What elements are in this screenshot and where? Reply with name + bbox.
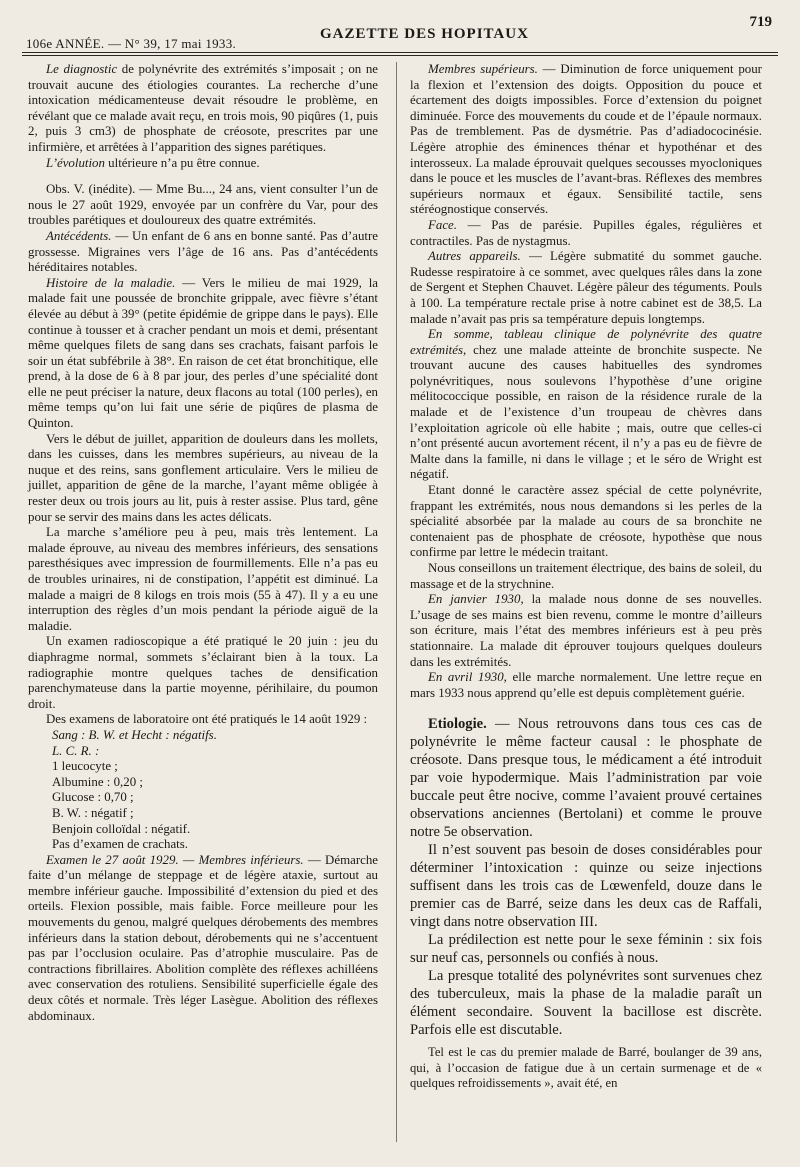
lab-result: B. W. : négatif ; [52, 805, 134, 820]
paragraph: La marche s’améliore peu à peu, mais très lentement. La malade éprouve, au niveau des membres inférieurs, des sensations paresthésiques avec impression de fourmillements. Elle n’a pas eu de troubles urinaires, ni de constipation, l’appétit est diminué. La malade a maigri de 8 kilogs en trois mois (55 à 47). Il y a eu une interruption des règles d’un mois pendant la période aiguë de la maladie. [28, 525, 378, 633]
paragraph [410, 218, 762, 249]
lab-result: Benjoin colloïdal : négatif. [52, 821, 191, 836]
lab-result [52, 744, 378, 760]
paragraph-text: la malade nous donne de ses nouvelles. L’usage de ses mains est bien revenu, comme le montre d’ailleurs son écriture, mais l’état des membres inférieurs est à peu près stationnaire. La malade dit éprouver toujours quelques douleurs dans les extrémités. [410, 592, 762, 669]
paragraph: Tel est le cas du premier malade de Barré, boulanger de 39 ans, qui, à l’occasion de fatigue due à un certain surmenage et de « quelques refroidissements », avait été, en [410, 1045, 762, 1091]
lab-result: Albumine : 0,20 ; [52, 774, 143, 789]
lab-result-text: L. C. R. : [52, 743, 100, 758]
paragraph-text: — Démarche faite d’un mélange de steppage et de légère ataxie, surtout au membre inférieur gauche. Impossibilité d’extension du pied et des orteils. Flexion possible, mais faible. Force meilleure pour les mouvements du genou, malgré quelques dérobements des membres inférieurs dans la station debout, dérobements qui ne s’accentuent pas par l’occlusion oculaire. Pas d’atrophie musculaire. Pas de contractions fibrillaires. Abolition complète des réflexes achilléens avec conservation des rotuliens. Sensibilité superficielle égale des deux côtés et normale. Très léger Lasègue. Abolition des réflexes abdominaux. [28, 852, 378, 1023]
run-in-heading: Histoire de la maladie. [46, 275, 176, 290]
lab-result-text: Sang : B. W. et Hecht : négatifs. [52, 727, 217, 742]
lab-result [52, 728, 378, 744]
page-header [22, 10, 778, 54]
paragraph-text: chez une malade atteinte de bronchite suspecte. Ne trouvant aucune des causes habituelles des syndromes polynévritiques, nous soulevons l’hypothèse d’une origine mélitococcique possible, en raison de la résidence rurale de la malade et de l’existence d’un troupeau de chèvres dans l’exploitation agricole où elle habite ; mais, outre que celles-ci n’ont présenté aucun avortement récent, il n’y a pas eu de fièvre de Malte dans la famille, ni dans le village ; et le séro de Wright est négatif. [410, 342, 762, 482]
paragraph [410, 249, 762, 327]
lab-result: 1 leucocyte ; [52, 759, 118, 774]
lab-result: Pas d’examen de crachats. [52, 837, 189, 852]
paragraph: Il n’est souvent pas besoin de doses considérables pour déterminer l’intoxication : quinze ou seize injections suffisent dans les trois cas de Lœwenfeld, douze dans le premier cas de Barré, seize dans les deux cas de Raffali, vingt dans notre observation III. [410, 842, 762, 931]
right-column [410, 62, 762, 1092]
section-heading: Etiologie. [428, 716, 487, 733]
paragraph-text: — Diminution de force uniquement pour la flexion et l’extension des doigts. Opposition du pouce et écartement des doigts impossibles. Force d’extension du poignet diminuée. Force des mouvements du coude et de l’épaule normaux. Pas de tremblement. Pas de dysmétrie. Pas d’adiadococinésie. Légère atrophie des éminences thénar et hypothénar et des interosseux. La malade éprouvait quelques secousses myocloniques dans le pouce et les muscles de l’avant-bras. Réflexes des membres supérieurs normaux et égaux. Sensibilité tactile, sens stéréognostique conservés. [410, 62, 762, 217]
paragraph [28, 853, 378, 1025]
paragraph [410, 592, 762, 670]
run-in-heading: Membres supérieurs. [428, 62, 538, 76]
run-in-heading: Le diagnostic [46, 62, 118, 76]
paragraph [410, 715, 762, 841]
paragraph: Des examens de laboratoire ont été pratiqués le 14 août 1929 : [46, 712, 368, 727]
paragraph-text: — Un enfant de 6 ans en bonne santé. Pas d’autre grossesse. Migraines vers l’âge de 16 ans. Pas d’antécédents héréditaires notables. [28, 228, 378, 275]
paragraph [410, 62, 762, 218]
paragraph: Nous conseillons un traitement électrique, des bains de soleil, du massage et de la strychnine. [410, 561, 763, 591]
run-in-heading: En avril 1930, [428, 670, 507, 685]
issue-info: 106e ANNÉE. — N° 39, 17 mai 1933. [26, 36, 237, 51]
lab-result: Glucose : 0,70 ; [52, 790, 134, 805]
column-divider [396, 62, 397, 1142]
paragraph-text: elle marche normalement. Une lettre reçue en mars 1933 nous apprend qu’elle est depuis complètement guérie. [410, 670, 762, 700]
paragraph: Un examen radioscopique a été pratiqué le 20 juin : jeu du diaphragme normal, sommets s’éclairant bien à la toux. La radiographie montre quelques taches de densification parenchymateuse dans la partie moyenne, périhilaire, du poumon droit. [28, 634, 378, 711]
paragraph: La prédilection est nette pour le sexe féminin : six fois sur neuf cas, personnels ou confiés à nous. [410, 932, 762, 967]
paragraph-text: — Nous retrouvons dans tous ces cas de polynévrite le même facteur causal : le phosphate de créosote. Dans presque tous, le médicament a été introduit par voie hypodermique. Mais l’administration par voie buccale peut être nocive, comme l’avaient prouvé certaines observations anciennes (Bertolani) et comme le prouve notre 5e observation. [410, 716, 762, 841]
run-in-heading: En janvier 1930, [428, 592, 524, 607]
etiology-section [410, 715, 762, 1039]
paragraph-text: — Légère submatité du sommet gauche. Rudesse respiratoire à ce sommet, avec quelques râles dans la zone de Sergent et Stephen Chauvet. Légère pâleur des téguments. Pouls à 100. La température rectale prise à notre cabinet est de 38,5. La malade n’avait pas pris sa température depuis longtemps. [410, 249, 763, 326]
paragraph [28, 276, 378, 432]
paragraph-text: — Vers le milieu de mai 1929, la malade fait une poussée de bronchite grippale, avec fièvre s’étant élevée au début à 39° (petite épidémie de grippe dans le pays). Elle continue à tousser et à cracher pendant un mois et demi, présentant même quelques filets de sang dans ses crachats, faisant parfois le soir un état subfébrile à 38°. En raison de cet état bronchitique, elle prend, à la dose de 6 à 8 par jour, des perles d’une spécialité dont elle ne peut préciser la nature, deux flacons au total (100 perles), en même temps qu’on lui fait une série de piqûres de plasma de Quinton. [28, 275, 378, 431]
journal-title: GAZETTE DES HOPITAUX [320, 26, 529, 42]
run-in-heading: L’évolution [46, 155, 105, 170]
paragraph [410, 670, 762, 701]
paragraph: Etant donné le caractère assez spécial de cette polynévrite, frappant les extrémités, nous nous demandons si les perles de la spécialité absorbée par la malade au cours de sa bronchite ne contenaient pas de phosphate de créosote, hypothèse que nous confirme par lettre le médecin traitant. [410, 483, 762, 560]
paragraph-text: — Pas de parésie. Pupilles égales, régulières et contractiles. Pas de nystagmus. [410, 217, 762, 248]
run-in-heading: Autres appareils. [428, 249, 521, 264]
paragraph [28, 229, 378, 276]
paragraph: Vers le début de juillet, apparition de douleurs dans les mollets, dans les cuisses, dans les membres supérieurs, au niveau de la nuque et des reins, sans gonflement articulaire. Vers le milieu de juillet, apparition de gêne de la marche, l’ayant même obligée à rester deux ou trois jours au lit, puis à rester assise. Plus tard, gêne pour se servir des mains dans les actes délicats. [28, 431, 378, 524]
paragraph [28, 156, 378, 172]
run-in-heading: Antécédents. [46, 228, 112, 243]
paragraph [410, 327, 762, 483]
page-number: 719 [749, 14, 772, 30]
run-in-heading: Examen le 27 août 1929. — Membres inférieurs. [46, 852, 304, 867]
paragraph-text: ultérieure n’a pu être connue. [104, 155, 260, 170]
paragraph-text: de polynévrite des extrémités s’imposait ; on ne trouvait aucune des étiologies courantes. La recherche d’une intoxication médicamenteuse devait résoudre le problème, en révélant que ce malade avait reçu, en trois mois, 90 piqûres (1, puis 2, puis 3 cm3) de phosphate de créosote, prescrites par une infirmière, et arrêtées à l’apparition des signes parétiques. [28, 62, 378, 154]
paragraph: La presque totalité des polynévrites sont survenues chez des tuberculeux, mais la phase de la maladie paraît un élément secondaire. Souvent la bacillose est discrète. Parfois elle est discutable. [410, 968, 762, 1039]
run-in-heading: En somme, tableau clinique de polynévrite des quatre extrémités, [410, 327, 762, 357]
paragraph [28, 62, 378, 156]
left-column [28, 62, 378, 1024]
run-in-heading: Face. [428, 217, 457, 232]
header-rule [22, 52, 778, 56]
observation-intro: Obs. V. (inédite). — Mme Bu..., 24 ans, vient consulter l’un de nous le 27 août 1929, envoyée par un confrère du Var, pour des troubles parétiques et douloureux des quatre extrémités. [28, 182, 378, 228]
